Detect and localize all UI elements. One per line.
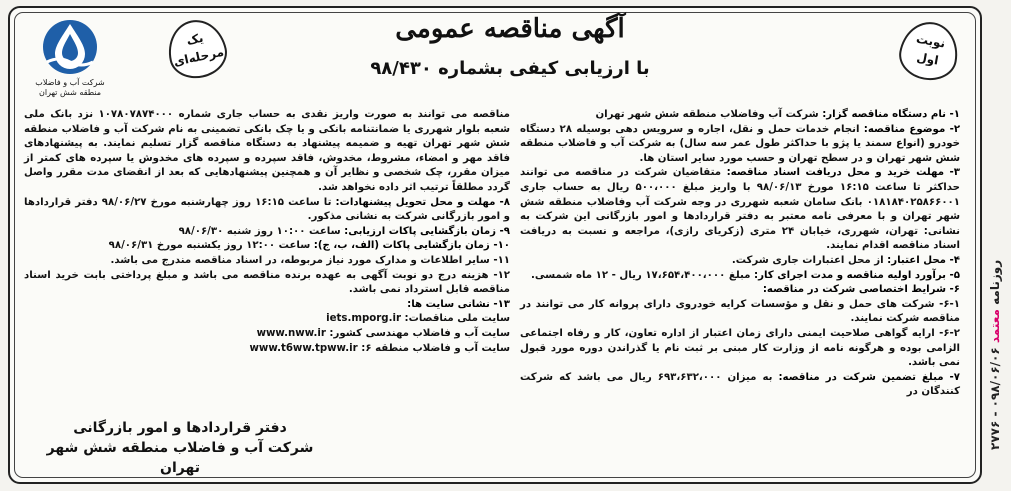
right_column-item-heading: ۴- محل اعتبار: [883,254,960,266]
left_column-paragraph [24,298,510,313]
site-label: سایت آب و فاضلاب منطقه ۶: [357,342,510,354]
left_column-item-text: ۱۲- هزینه درج دو نوبت آگهی به عهده برنده مناقصه می باشد و مبلغ پرداختی بابت خرید اسناد مناقصه قابل استرداد نمی باشد. [24,269,510,296]
newspaper-strip [983,40,1009,460]
site-url-link[interactable]: www.nww.ir [256,327,326,339]
site-url-link[interactable]: iets.mporg.ir [326,313,401,325]
right_column-paragraph [520,269,960,284]
left_column-item-heading: ۱۳- نشانی سایت ها: [407,298,510,310]
right_column-item-text: متقاضیان شرکت در مناقصه می توانند حداکثر تا ساعت ۱۶:۱۵ مورخ ۹۸/۰۶/۱۳ با واریز مبلغ ۵۰۰،۰۰۰ ریال به حساب جاری ۰۱۸۱۸۴۰۲۵۸۶۶۰۰۱ بانک سامان شعبه شهرری در وجه شرکت آب وفاضلاب منطقه شش شهر تهران و با معرفی نامه معتبر به دفتر قراردادها و امور بازرگانی این شرکت به نشانی: تهران، شهرری، خیابان ۲۴ متری (زکریای رازی)، مراجعه و نسبت به دریافت اسناد مناقصه اقدام نمایند. [520,167,960,252]
site-row [24,312,510,327]
left_column-paragraph [24,225,510,240]
stage-badge-line1: یک [185,30,205,48]
right_column-item-heading: ۳- مهلت خرید و محل دریافت اسناد مناقصه: [721,167,961,179]
water-drop-icon [41,16,99,78]
newspaper-strip-text [988,260,1002,450]
site-url-link[interactable]: www.t6ww.tpww.ir [249,342,358,354]
left-column [24,108,510,356]
logo-org-line1: شرکت آب و فاضلاب [35,78,105,87]
right_column-item-text: به میزان ۶۹۳،۶۳۲،۰۰۰ ریال می باشد که شرکت کنندگان در [520,371,960,398]
left_column-paragraph [24,254,510,269]
signoff-line2: شرکت آب و فاضلاب منطقه شش شهر تهران [46,440,314,476]
site-label: سایت آب و فاضلاب مهندسی کشور: [325,327,510,339]
right_column-paragraph [520,371,960,400]
left_column-item-heading: ۹- زمان بازگشایی پاکات ارزیابی: [340,225,510,237]
right_column-paragraph [520,254,960,269]
right_column-item-text: ۶-۲- ارایه گواهی صلاحیت ایمنی دارای زمان اعتبار از اداره تعاون، کار و رفاه اجتماعی الزامی بوده و هرگونه نامه از وزارت کار مبنی بر ثبت نام یا گذراندن دوره مورد قبول نمی باشد. [520,327,960,369]
notice-subtitle: با ارزیابی کیفی بشماره ۹۸/۴۳۰ [370,58,650,79]
site-row [24,327,510,342]
right_column-item-text: مبلغ ۱۷،۶۵۴،۴۰۰،۰۰۰ ریال - ۱۲ ماه شمسی. [531,269,751,281]
right_column-paragraph [520,283,960,298]
right_column-paragraph [520,327,960,371]
right_column-item-heading: ۱- نام دستگاه مناقصه گزار: [818,109,960,120]
logo-org-line2: منطقه شش تهران [38,88,101,97]
round-badge-line1: نوبت [915,31,947,51]
right_column-item-text: شرکت آب وفاضلاب منطقه شش شهر تهران [595,109,819,120]
right_column-paragraph [520,298,960,327]
site-label: سایت ملی مناقصات: [400,313,510,325]
company-logo [30,16,110,106]
right_column-item-heading: ۲- موضوع مناقصه: [859,123,961,135]
round-badge-line2: اول [915,50,940,68]
notice-title: آگهی مناقصه عمومی [395,14,625,44]
right_column-paragraph [520,123,960,167]
left_column-item-heading: ۱۰- زمان بازگشایی پاکات (الف، ب، ج): [310,240,510,252]
strip-paper-name: معتمد [988,309,1002,344]
right_column-item-heading: ۵- برآورد اولیه مناقصه و مدت اجرای کار: [750,269,960,281]
stage-badge-line2: مرحله‌ای [172,44,225,69]
site-row [24,342,510,357]
right_column-paragraph [520,166,960,254]
right_column-item-text: انجام خدمات حمل و نقل، اجاره و سرویس دهی بوسیله ۲۸ دستگاه خودرو (انواع سمند یا پژو با حداکثر طول عمر سه سال) به شرکت آب و فاضلاب منطقه شش شهر تهران و در سطح تهران و حسب مورد سایر استان ها. [520,123,960,164]
left_column-item-text: ۱۱- سایر اطلاعات و مدارک مورد نیاز مربوطه، در اسناد مناقصه مندرج می باشد. [110,254,510,266]
right_column-paragraph [520,108,960,123]
left_column-item-text: ساعت ۱۰:۰۰ روز شنبه ۹۸/۰۶/۳۰ [178,225,341,237]
left_column-paragraph [24,108,510,196]
left_column-item-text: تا ساعت ۱۶:۱۵ روز چهارشنبه مورخ ۹۸/۰۶/۲۷ دفتر قراردادها و امور بازرگانی شرکت به نشانی مذکور. [24,196,510,223]
strip-suffix: ۰۹۸/۰۶/۰۶ - ۲۷۷۶ [988,343,1002,450]
right_column-item-text: ۶-۱- شرکت های حمل و نقل و مؤسسات کرایه خودروی دارای پروانه کار می توانند در مناقصه شرکت نمایند. [520,298,960,325]
left_column-paragraph [24,269,510,298]
right_column-item-heading: ۷- مبلغ تضمین شرکت در مناقصه: [772,371,960,383]
sites-list [24,312,510,356]
left_column-item-text: ساعت ۱۲:۰۰ روز یکشنبه مورخ ۹۸/۰۶/۳۱ [108,240,311,252]
left_column-item-text: مناقصه می توانند به صورت واریز نقدی به حساب جاری شماره ۱۰۷۸۰۷۸۷۴۰۰۰ نزد بانک ملی شعبه بلوار شهرری یا ضمانتنامه بانکی و یا چک بانکی تضمینی به نام شرکت آب و فاضلاب منطقه شش شهر تهران تهیه و ضمیمه پیشنهاد به دستگاه مناقصه گزار تسلیم نمایند. به پیشنهادهای فاقد مهر و امضاء، مشروط، مخدوش، فاقد سپرده و سپرده های مخدوش یا سپرده های کمتر از میزان مقرر، چک شخصی و نظایر آن و همچنین پیشنهادهایی که بعد از انقضای مدت مقرر واصل گردد مطلقاً ترتیب اثر داده نخواهد شد. [24,109,510,193]
strip-prefix: روزنامه [988,259,1002,305]
signoff-line1: دفتر قراردادها و امور بازرگانی [73,420,287,436]
right-column [520,108,960,400]
right_column-item-text: از محل اعتبارات جاری شرکت. [731,254,884,266]
left_column-paragraph [24,239,510,254]
right_column-item-heading: ۶- شرایط اختصاصی شرکت در مناقصه: [762,284,960,296]
left-column-items [24,108,510,312]
left_column-item-heading: ۸- مهلت و محل تحویل پیشنهادات: [331,196,510,208]
signoff-block [30,418,330,478]
left_column-paragraph [24,196,510,225]
